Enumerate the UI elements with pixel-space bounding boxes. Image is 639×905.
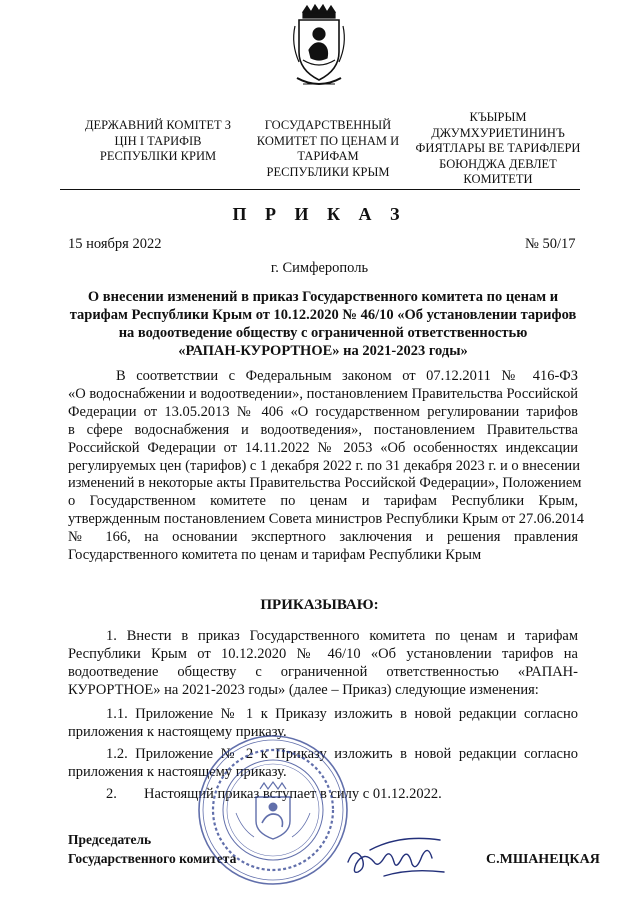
header-line: КЪЫРЫМ — [469, 110, 527, 124]
item-text: Настоящий приказ вступает в силу с 01.12.2022. — [144, 786, 442, 802]
header-line: КОМИТЕТ ПО ЦЕНАМ И — [256, 133, 400, 148]
document-subject — [68, 288, 578, 360]
body-line: № 166, на основании экспертного заключения и решения правления — [68, 529, 578, 546]
body-line: изменений в некоторые акты Правительства Российской Федерации», Положением — [68, 475, 582, 492]
document-date: 15 ноября 2022 — [68, 236, 162, 252]
subject-line: тарифам Республики Крым от 10.12.2020 № 46/10 «Об установлении тарифов — [69, 307, 577, 323]
body-line: «О водоснабжении и водоотведении», постановлением Правительства Российской — [68, 385, 578, 402]
item-line: 1.2. Приложение № 2 к Приказу изложить в новой редакции согласно — [106, 746, 578, 762]
subject-line: на водоотведение обществу с ограниченной ответственностью — [118, 325, 528, 341]
item-line: 1. Внести в приказ Государственного комитета по ценам и тарифам — [106, 628, 578, 644]
body-line: В соответствии с Федеральным законом от 07.12.2011 № 416-ФЗ — [116, 368, 578, 384]
preamble-paragraph — [68, 368, 584, 565]
subject-line: О внесении изменений в приказ Государственного комитета по ценам и — [87, 289, 559, 305]
item-line: Республики Крым от 10.12.2020 № 46/10 «Об установлении тарифов на — [68, 645, 578, 662]
header-line: ЦІН І ТАРИФІВ — [114, 133, 202, 148]
handwritten-signature — [340, 828, 450, 888]
header-ukrainian-name — [68, 118, 248, 165]
order-word: ПРИКАЗЫВАЮ: — [260, 597, 379, 613]
header-divider — [60, 189, 580, 190]
header-line: ДЖУМХУРИЕТИНИНЪ — [431, 125, 565, 140]
subject-line: «РАПАН-КУРОРТНОЕ» на 2021-2023 годы» — [178, 343, 468, 359]
document-number: № 50/17 — [525, 236, 576, 252]
item-number: 2. — [106, 786, 117, 802]
header-line: РЕСПУБЛИКИ КРЫМ — [266, 164, 390, 179]
header-line: БОЮНДЖА ДЕВЛЕТ — [439, 156, 557, 171]
header-crimean-tatar-name — [408, 110, 588, 188]
header-line: ТАРИФАМ — [297, 149, 359, 163]
order-item-1 — [68, 628, 578, 700]
signatory-title-line: Государственного комитета — [68, 851, 237, 866]
header-line: ГОСУДАРСТВЕННЫЙ — [264, 118, 392, 132]
header-line: КОМИТЕТИ — [463, 172, 533, 186]
item-line: приложения к настоящему приказу. — [68, 763, 287, 780]
document-city: г. Симферополь — [270, 260, 369, 276]
item-line: водоотведение обществу с ограниченной ответственностью «РАПАН- — [68, 663, 578, 680]
crimea-coat-of-arms-emblem — [289, 4, 349, 94]
body-line: в сфере водоснабжения и водоотведения», постановлением Правительства — [68, 421, 578, 438]
body-line: Российской Федерации от 14.11.2022 № 2053 «Об особенностях индексации — [68, 439, 578, 456]
signatory-name: С.МШАНЕЦКАЯ — [486, 852, 600, 867]
official-stamp-seal — [196, 733, 350, 887]
header-russian-name — [238, 118, 418, 180]
body-line: Федерации от 13.05.2013 № 406 «О государственном регулировании тарифов — [68, 403, 578, 420]
body-line: регулируемых цен (тарифов) с 1 декабря 2022 г. по 31 декабря 2023 г. и о внесении — [68, 457, 580, 474]
item-line: 1.1. Приложение № 1 к Приказу изложить в новой редакции согласно — [106, 706, 578, 722]
body-line: о Государственном комитете по ценам и тарифам Республики Крым, — [68, 493, 578, 510]
body-line: утвержденным постановлением Совета министров Республики Крым от 27.06.2014 — [68, 511, 584, 528]
item-line: приложения к настоящему приказу. — [68, 723, 287, 740]
document-title: П Р И К А З — [232, 204, 407, 224]
body-line: Государственного комитета по ценам и тарифам Республики Крым — [68, 547, 482, 564]
item-line: КУРОРТНОЕ» на 2021-2023 годы» (далее – Приказ) следующие изменения: — [68, 681, 539, 698]
signatory-title-line: Председатель — [68, 832, 152, 847]
header-line: ФИЯТЛАРЫ ВЕ ТАРИФЛЕРИ — [415, 141, 581, 155]
header-line: ДЕРЖАВНИЙ КОМІТЕТ З — [84, 118, 232, 132]
header-line: РЕСПУБЛІКИ КРИМ — [99, 149, 217, 163]
